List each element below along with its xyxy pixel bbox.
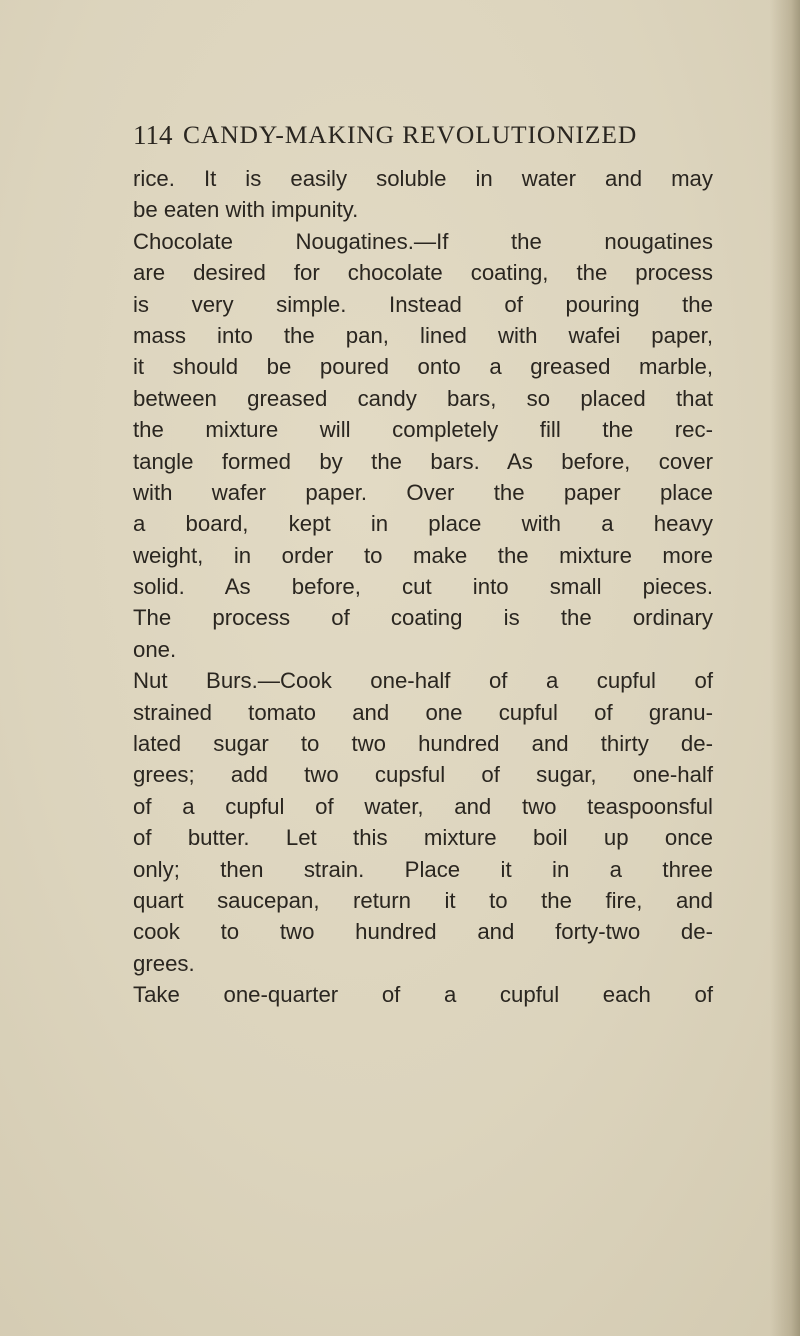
text-line: the mixture will completely fill the rec- (133, 417, 713, 443)
page-edge-shadow (770, 0, 800, 1336)
text-line: The process of coating is the ordinary (133, 605, 713, 631)
text-line: Take one-quarter of a cupful each of (133, 982, 713, 1008)
page-header (133, 117, 713, 153)
text-line: a board, kept in place with a heavy (133, 511, 713, 537)
text-line: are desired for chocolate coating, the process (133, 260, 713, 286)
text-line: Nut Burs.—Cook one-half of a cupful of (133, 668, 713, 694)
text-line: cook to two hundred and forty-two de- (133, 919, 713, 945)
text-line: between greased candy bars, so placed that (133, 385, 713, 411)
text-line: strained tomato and one cupful of granu- (133, 699, 713, 725)
text-line: be eaten with impunity. (133, 197, 359, 223)
text-line: is very simple. Instead of pouring the (133, 291, 713, 317)
text-line: grees. (133, 950, 195, 976)
text-line: grees; add two cupsful of sugar, one-half (133, 762, 713, 788)
running-head: CANDY-MAKING REVOLUTIONIZED (183, 120, 638, 149)
text-line: rice. It is easily soluble in water and may (133, 166, 713, 191)
text-line: of a cupful of water, and two teaspoonsful (133, 793, 713, 819)
text-line: weight, in order to make the mixture more (133, 542, 713, 568)
text-line: solid. As before, cut into small pieces. (133, 574, 713, 600)
text-line: mass into the pan, lined with wafei paper, (133, 322, 713, 348)
text-line: Chocolate Nougatines.—If the nougatines (133, 228, 713, 254)
page-number: 114 (133, 120, 173, 150)
text-line: of butter. Let this mixture boil up once (133, 825, 713, 851)
text-line: it should be poured onto a greased marble, (133, 354, 713, 380)
body-text (133, 163, 713, 1011)
text-line: only; then strain. Place it in a three (133, 856, 713, 882)
text-line: with wafer paper. Over the paper place (133, 479, 713, 505)
text-line: lated sugar to two hundred and thirty de- (133, 731, 713, 757)
text-line: quart saucepan, return it to the fire, and (133, 887, 713, 913)
text-line: one. (133, 636, 177, 662)
text-line: tangle formed by the bars. As before, cover (133, 448, 713, 474)
